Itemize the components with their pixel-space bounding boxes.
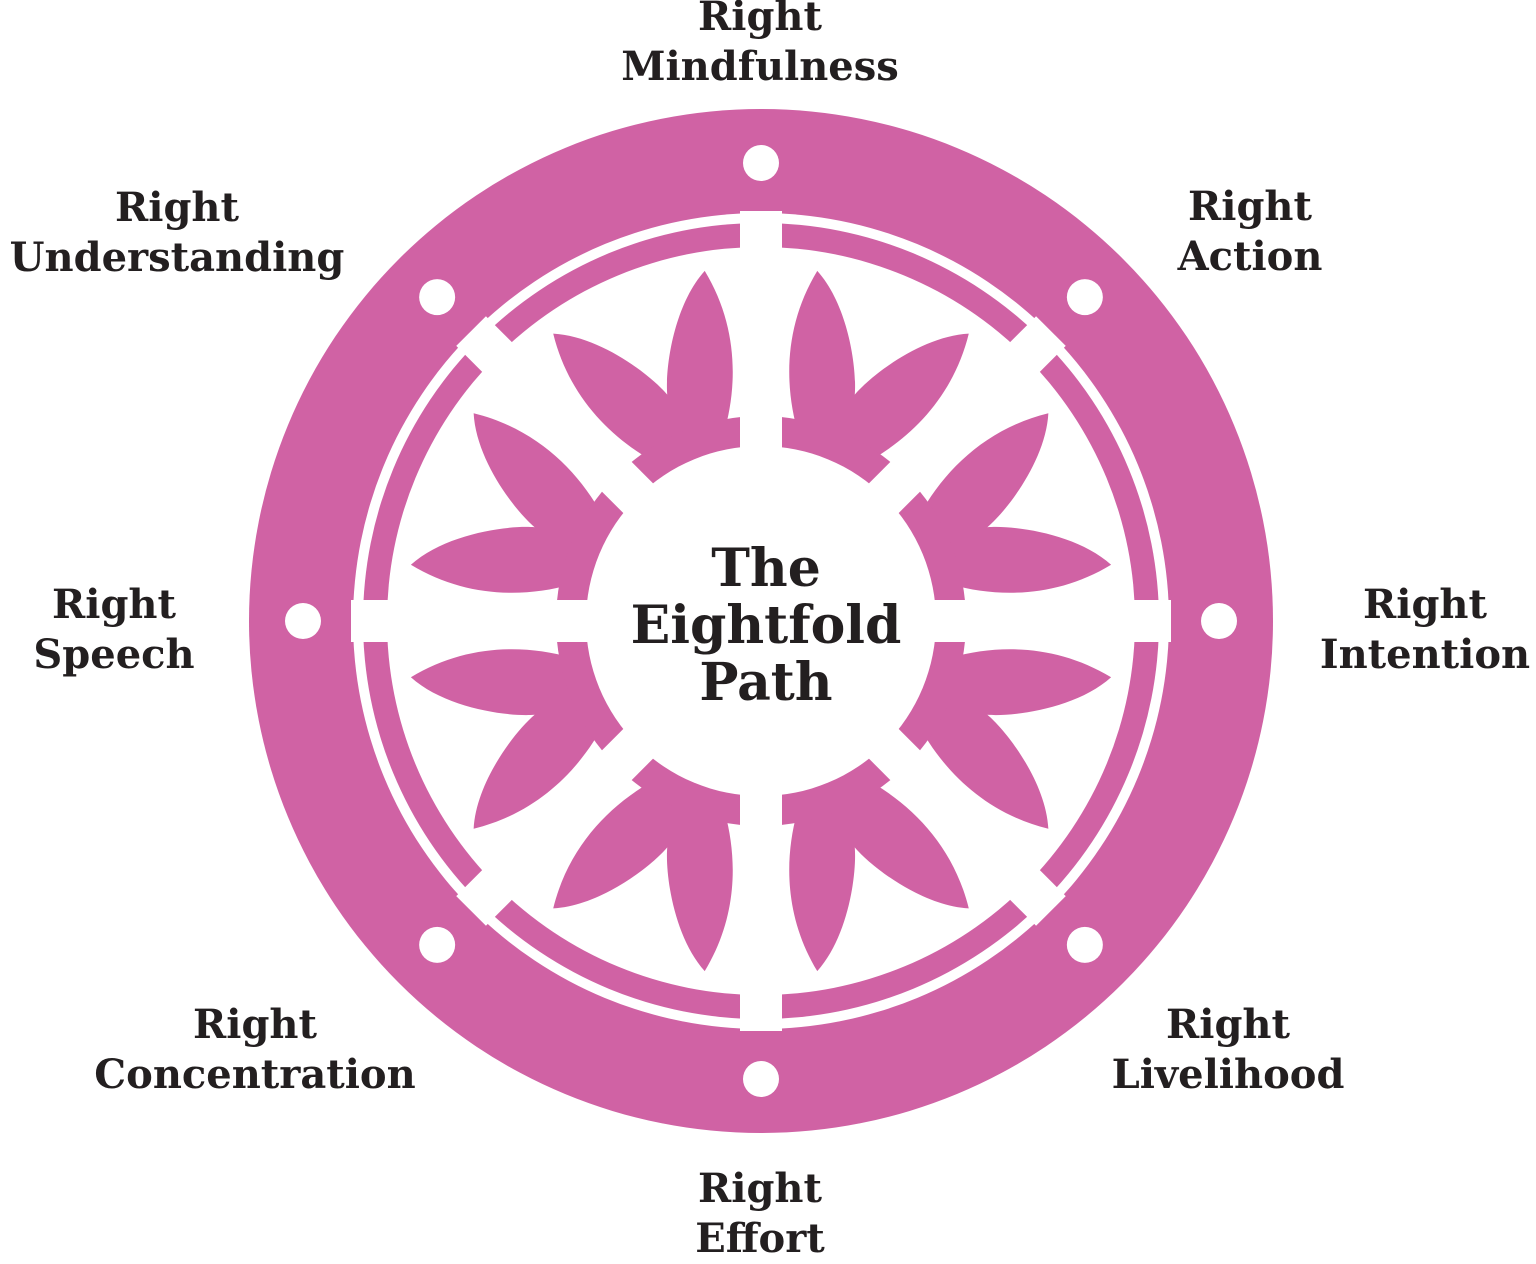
label-right-mindfulness bbox=[621, 0, 899, 92]
label-right-effort bbox=[695, 1164, 825, 1264]
rim-dot bbox=[743, 1061, 779, 1097]
label-right-speech-line-2: Speech bbox=[33, 631, 195, 678]
label-right-livelihood bbox=[1112, 1000, 1345, 1100]
label-right-concentration-line-2: Concentration bbox=[94, 1051, 416, 1098]
wheel-spoke bbox=[740, 771, 782, 1031]
label-right-speech-line-1: Right bbox=[52, 581, 176, 628]
rim-dot bbox=[743, 145, 779, 181]
label-right-effort-line-1: Right bbox=[698, 1165, 822, 1212]
center-title-line-3: Path bbox=[699, 652, 833, 713]
rim-dot bbox=[285, 603, 321, 639]
center-title-line-2: Eightfold bbox=[630, 595, 902, 656]
wheel-spoke bbox=[911, 600, 1171, 642]
wheel-spoke bbox=[740, 211, 782, 471]
label-right-livelihood-line-1: Right bbox=[1166, 1001, 1290, 1048]
label-right-concentration-line-1: Right bbox=[193, 1001, 317, 1048]
rim-dot bbox=[1067, 279, 1103, 315]
center-title bbox=[586, 540, 946, 711]
label-right-speech bbox=[33, 580, 194, 680]
rim-dot bbox=[419, 927, 455, 963]
label-right-concentration bbox=[94, 1000, 415, 1100]
label-right-understanding-line-2: Understanding bbox=[9, 234, 345, 281]
label-right-livelihood-line-2: Livelihood bbox=[1111, 1051, 1345, 1098]
label-right-intention-line-1: Right bbox=[1363, 581, 1487, 628]
rim-dot bbox=[419, 279, 455, 315]
label-right-mindfulness-line-1: Right bbox=[698, 0, 822, 40]
label-right-action-line-2: Action bbox=[1177, 233, 1323, 280]
label-right-understanding-line-1: Right bbox=[115, 184, 239, 231]
label-right-action bbox=[1178, 182, 1323, 282]
rim-dot bbox=[1201, 603, 1237, 639]
label-right-mindfulness-line-2: Mindfulness bbox=[621, 43, 899, 90]
center-title-line-1: The bbox=[711, 538, 821, 599]
wheel-spoke bbox=[351, 600, 611, 642]
label-right-intention-line-2: Intention bbox=[1319, 631, 1531, 678]
label-right-intention bbox=[1320, 580, 1530, 680]
rim-dot bbox=[1067, 927, 1103, 963]
label-right-action-line-1: Right bbox=[1188, 183, 1312, 230]
label-right-understanding bbox=[10, 183, 345, 283]
label-right-effort-line-2: Effort bbox=[695, 1215, 825, 1262]
